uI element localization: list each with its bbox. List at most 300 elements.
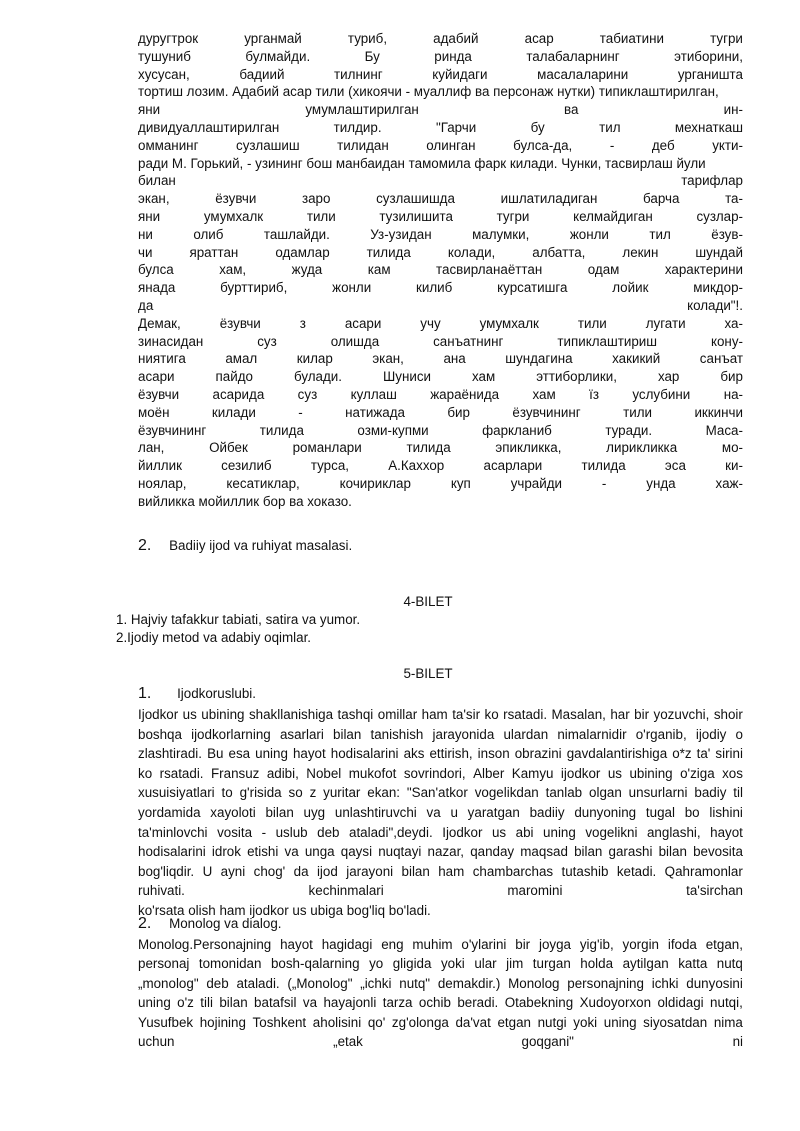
word: ayni [220,863,246,879]
word: бурттириб, [220,280,288,296]
word: yoki [573,1014,598,1030]
word: aholisini [312,1014,362,1030]
question-heading [138,684,256,704]
word: ijod [316,863,338,879]
word: asarlari [279,726,324,742]
word: tomonidan [198,956,262,972]
word: зинасидан [138,333,204,349]
word: кесатиклар, [226,476,300,491]
word: Toshkent [252,1014,307,1030]
word: personajning [567,975,644,991]
word: o*z [672,746,692,762]
word: Fransuz [210,765,260,781]
word: бир [447,404,470,420]
word: bilan [401,863,430,879]
word: mukofot [348,765,397,781]
word: асарида [212,387,265,402]
word: тугри [496,209,530,224]
word: жараёнида [430,387,500,402]
question-number: 2. [138,537,152,554]
word: bevosita [693,844,743,860]
word: учрайди [510,476,563,491]
word: yig'ib, [579,937,614,952]
word: яраттан [189,244,239,260]
word: яни [138,102,161,118]
word: har [610,707,630,722]
word: санъат [699,351,743,367]
word: колади, [447,244,496,260]
word: Qahramonlar [664,863,743,879]
word: ана [443,351,466,367]
word: dunyosini [686,975,743,991]
word: дуругтрок [138,31,199,46]
word: этиборини, [674,48,743,64]
word: etishi [247,844,279,860]
word: тилида [581,458,626,474]
word: jarayoni [346,863,394,879]
word: ochib [418,995,451,1011]
word: Ijodkor [442,824,483,840]
word: мо- [721,440,743,456]
word: тилнинг [334,66,383,82]
word: тил [599,120,621,135]
bilet-4-title: 4-BILET [403,594,453,609]
word: иккинчи [694,404,743,420]
word: ташлайди. [263,226,330,242]
word: da [293,863,309,879]
word: тилидан [337,137,389,153]
word: nima [713,1014,743,1030]
word: ноялар, [138,476,187,491]
word: - [261,824,267,840]
word: з [299,315,306,331]
word: yoki [440,956,465,972]
word: бу [530,120,545,135]
word: va [426,805,441,820]
word: va [302,995,318,1011]
word: gligida [392,956,432,972]
word: yaratgan [467,805,520,820]
word: шундай [695,244,743,260]
word: U [202,863,213,879]
word: va [284,844,299,860]
word: їз [589,387,599,402]
word: урганмай [244,31,302,46]
word: чи [138,244,153,260]
word: inson [477,746,510,762]
word: us [491,824,507,840]
word: maromini [507,883,563,899]
word: укти- [712,137,743,153]
word: yuritar [323,785,361,801]
word: ёзувчи [215,191,257,207]
word: omillar [377,707,418,722]
word: учу [420,315,441,331]
word: куллаш [350,387,397,402]
word: shoir [713,707,743,722]
word: shakllanishiga [248,707,334,722]
word: deb [206,975,229,991]
word: натижада [345,404,405,420]
word: „ichki [360,975,392,991]
word: ijodkor [560,765,601,781]
word: на- [723,387,743,402]
word: jarayonida [432,726,495,742]
word: gavdalantirishiga [566,746,668,762]
word: chog' [253,863,286,879]
word: "San'atkor [406,785,468,801]
word: bir [634,707,650,722]
word: лирикликка [606,440,678,456]
word: булса [138,262,174,278]
word: aks [403,746,425,762]
text-line [138,974,743,994]
word: uchun [138,1034,175,1049]
text-line [138,764,743,784]
word: ham [438,863,465,879]
word: bilan [265,805,294,820]
word: o'rganib, [635,726,687,742]
word: эса [664,458,686,474]
word: („Monolog" [287,975,353,991]
word: тузилишита [379,209,453,224]
word: Шуниси [383,369,432,385]
word: goqgani" [521,1034,574,1049]
word: умумлаштирилган [305,102,419,118]
word: килиб [416,280,453,296]
word: yozuvchi, [653,707,710,722]
word: кам [367,262,391,278]
word: us [607,765,622,781]
word: эттиборлики, [536,369,617,385]
word: olgan [589,785,622,801]
question-title: Ijodkoruslubi. [177,686,256,701]
text-line [138,803,743,823]
question-heading [138,536,352,556]
text-line [138,783,743,803]
word: тилида [259,422,304,438]
word: tili [200,995,213,1011]
word: - [601,476,607,491]
word: олинган [426,137,476,153]
word: hodisalarini [138,844,206,860]
word: кочириклар [339,476,411,491]
word: siyosatdan [643,1014,708,1030]
word: ruhivati. [138,883,185,899]
word: лойик [612,280,649,296]
word: ni [732,1034,743,1049]
word: талабаларнинг [526,48,620,64]
word: колади"!. [687,298,743,313]
word: экан, [372,351,404,367]
text-line [138,744,743,764]
word: Alber [473,765,505,781]
word: ular [474,956,497,972]
word: ёзувчининг [138,422,207,438]
word: rsatadi. [503,707,548,722]
word: тушуниб [138,48,191,64]
question-title: Badiiy ijod va ruhiyat masalasi. [169,538,353,553]
word: - [298,404,303,420]
word: nutq [716,956,743,972]
word: ketadi. [616,863,657,879]
word: to [221,785,233,801]
word: та- [725,191,743,207]
question-title: Monolog va dialog. [169,916,282,931]
word: суз [297,387,318,402]
word: hayot [292,746,326,762]
word: Демак, [138,315,181,331]
word: асари [138,369,175,385]
word: dunyoning [574,805,637,820]
word: idrok [211,844,241,860]
word: ин- [723,102,743,118]
word: qanday [470,844,515,860]
word: ta'minlovchi [138,824,208,840]
word: sirini [715,746,743,762]
word: асарлари [483,458,543,474]
word: ради М. Горький, - узининг бош манбаидан тамомила фарк килади. Чунки, тасвирлаш йули [138,155,706,171]
word: дивидуаллаштирилган [138,120,280,135]
word: ёзувчининг [512,404,581,420]
word: etgan, [705,937,743,952]
word: урганишта [677,66,743,82]
word: тилида [366,244,411,260]
word: лекин [622,244,659,260]
word: барча [643,191,680,207]
word: жонли [332,280,372,296]
word: Bu [207,746,224,762]
word: bilan [658,844,687,860]
word: qo' [367,1014,386,1030]
word: тугри [710,31,743,46]
word: joyga [538,937,571,952]
word: ринда [434,48,472,64]
word: Otabekning [504,995,574,1011]
word: xos [722,765,743,781]
word: hayot [280,937,313,952]
word: Monolog [508,975,560,991]
word: bilan [333,726,362,742]
word: rsatadi. [159,765,204,781]
word: - [609,137,615,153]
word: курсатишга [497,280,568,296]
word: yorgin [622,937,659,952]
word: unga [304,844,335,860]
word: ta' [696,746,711,762]
word: vogelikni [585,824,638,840]
word: да [138,298,154,313]
word: ки- [725,458,743,474]
word: ataladi. [236,975,280,991]
word: o'ylarini [461,937,507,952]
word: „monolog" [138,975,199,991]
text-line [138,725,743,745]
word: abi [515,824,534,840]
word: uning [255,746,288,762]
word: албатта, [532,244,586,260]
word: nimalarnidir [557,726,627,742]
word: uning [138,995,171,1011]
word: тасвирланаёттан [436,262,543,278]
word: ko [138,765,153,781]
word: ko [484,707,499,722]
word: тилида [406,440,451,456]
word: Monolog.Personajning [138,937,272,952]
word: характерини [664,262,743,278]
word: xusuisiyatlari [138,785,215,801]
word: aytilgan [622,956,669,972]
word: малумки, [472,226,530,242]
word: асар [524,31,554,46]
bilet-4-item: 2.Ijodiy metod va adabiy oqimlar. [116,630,312,645]
word: badiy [694,785,727,801]
word: туриб, [347,31,388,46]
word: сузлар- [696,209,743,224]
word: yordamida [138,805,201,820]
word: килар [296,351,333,367]
text-line [138,862,743,882]
word: bog'liqdir. [138,863,195,879]
word: unsurlarni [628,785,688,801]
word: тили [577,315,607,331]
word: амал [225,351,258,367]
word: eng [381,937,404,952]
word: моён [138,404,170,420]
word: унда [646,476,676,491]
word: g'risida [239,785,282,801]
word: ва [564,102,579,118]
word: Ойбек [209,440,248,456]
word: qaysi [340,844,373,860]
word: uslub [275,824,308,840]
word: услубини [632,387,691,402]
word: озми-купми [357,422,429,438]
word: nuqtayi [378,844,422,860]
word: deb [317,824,340,840]
text-line [138,823,743,843]
word: тили [623,404,653,420]
word: Маса- [705,422,743,438]
word: ettirish, [429,746,473,762]
word: умумхалк [479,315,539,331]
word: ни [138,226,153,242]
word: куп [450,476,471,491]
word: ijodkorlarning [191,726,271,742]
word: хар [657,369,680,385]
word: умумхалк [203,209,264,224]
word: ataladi",deydi. [349,824,433,840]
word: badiiy [529,805,565,820]
word: uning [603,1014,637,1030]
word: holda [580,956,614,972]
word: Ijodkor [138,707,179,722]
word: uyg [303,805,326,820]
word: ko'rsata olish ham ijodkor us ubiga bog'liq bo'ladi. [138,903,431,918]
word: ta'sirchan [686,883,743,899]
text-line [138,705,743,725]
word: тил [649,226,671,242]
bilet-5-title: 5-BILET [403,666,453,681]
word: бир [720,369,743,385]
word: bilan [574,844,603,860]
word: nazar, [427,844,465,860]
word: олишда [330,333,380,349]
word: хам, [219,262,247,278]
word: санъатнинг [433,333,504,349]
word: hagidagi [321,937,373,952]
word: ubining [201,707,245,722]
word: одамлар [275,244,330,260]
word: tugal [645,805,675,820]
word: лугати [645,315,686,331]
word: сузлашишда [376,191,455,207]
word: хакикий [612,351,661,367]
word: nutq" [399,975,431,991]
question-number: 1. [138,685,152,702]
word: фаркланиб [482,422,552,438]
word: йиллик [138,458,182,474]
word: пайдо [215,369,253,385]
word: nutqi, [710,995,743,1011]
word: вийликка мойиллик бор ва хоказо. [138,493,352,509]
word: tanlab [545,785,583,801]
word: esa [228,746,251,762]
text-line [138,881,743,901]
word: garashi [608,844,653,860]
word: А.Каххор [388,458,445,474]
word: тарифлар [681,173,743,189]
word: lishini [709,805,743,820]
word: хам [472,369,496,385]
word: заро [301,191,331,207]
word: булади. [293,369,343,385]
word: лан, [138,440,165,456]
word: Kamyu [511,765,554,781]
word: эпикликка, [495,440,562,456]
word: ubining [629,765,673,781]
word: булмайди. [245,48,311,64]
word: суз [257,333,277,349]
word: Уз-узидан [370,226,432,242]
word: килади [211,404,256,420]
word: chambarchas [472,863,554,879]
word: одам [587,262,620,278]
word: турса, [310,458,349,474]
word: kechinmalari [308,883,384,899]
word: vogelikdan [474,785,539,801]
word: бадиий [239,66,285,82]
word: bilan [219,995,248,1011]
word: ifoda [667,937,697,952]
word: demakdir.) [437,975,501,991]
word: олиб [193,226,224,242]
text-line [138,492,743,512]
word: adibi, [266,765,299,781]
word: яни [138,209,161,224]
word: u [450,805,458,820]
word: maqsad [520,844,568,860]
word: ulardan [503,726,549,742]
word: „etak [333,1034,363,1049]
word: ёзув- [711,226,743,242]
word: tanishish [370,726,424,742]
word: омманинг [138,137,199,153]
word: куйидаги [432,66,488,82]
word: z [309,785,317,801]
word: типиклаштириш [557,333,658,349]
word: personaj [138,956,190,972]
